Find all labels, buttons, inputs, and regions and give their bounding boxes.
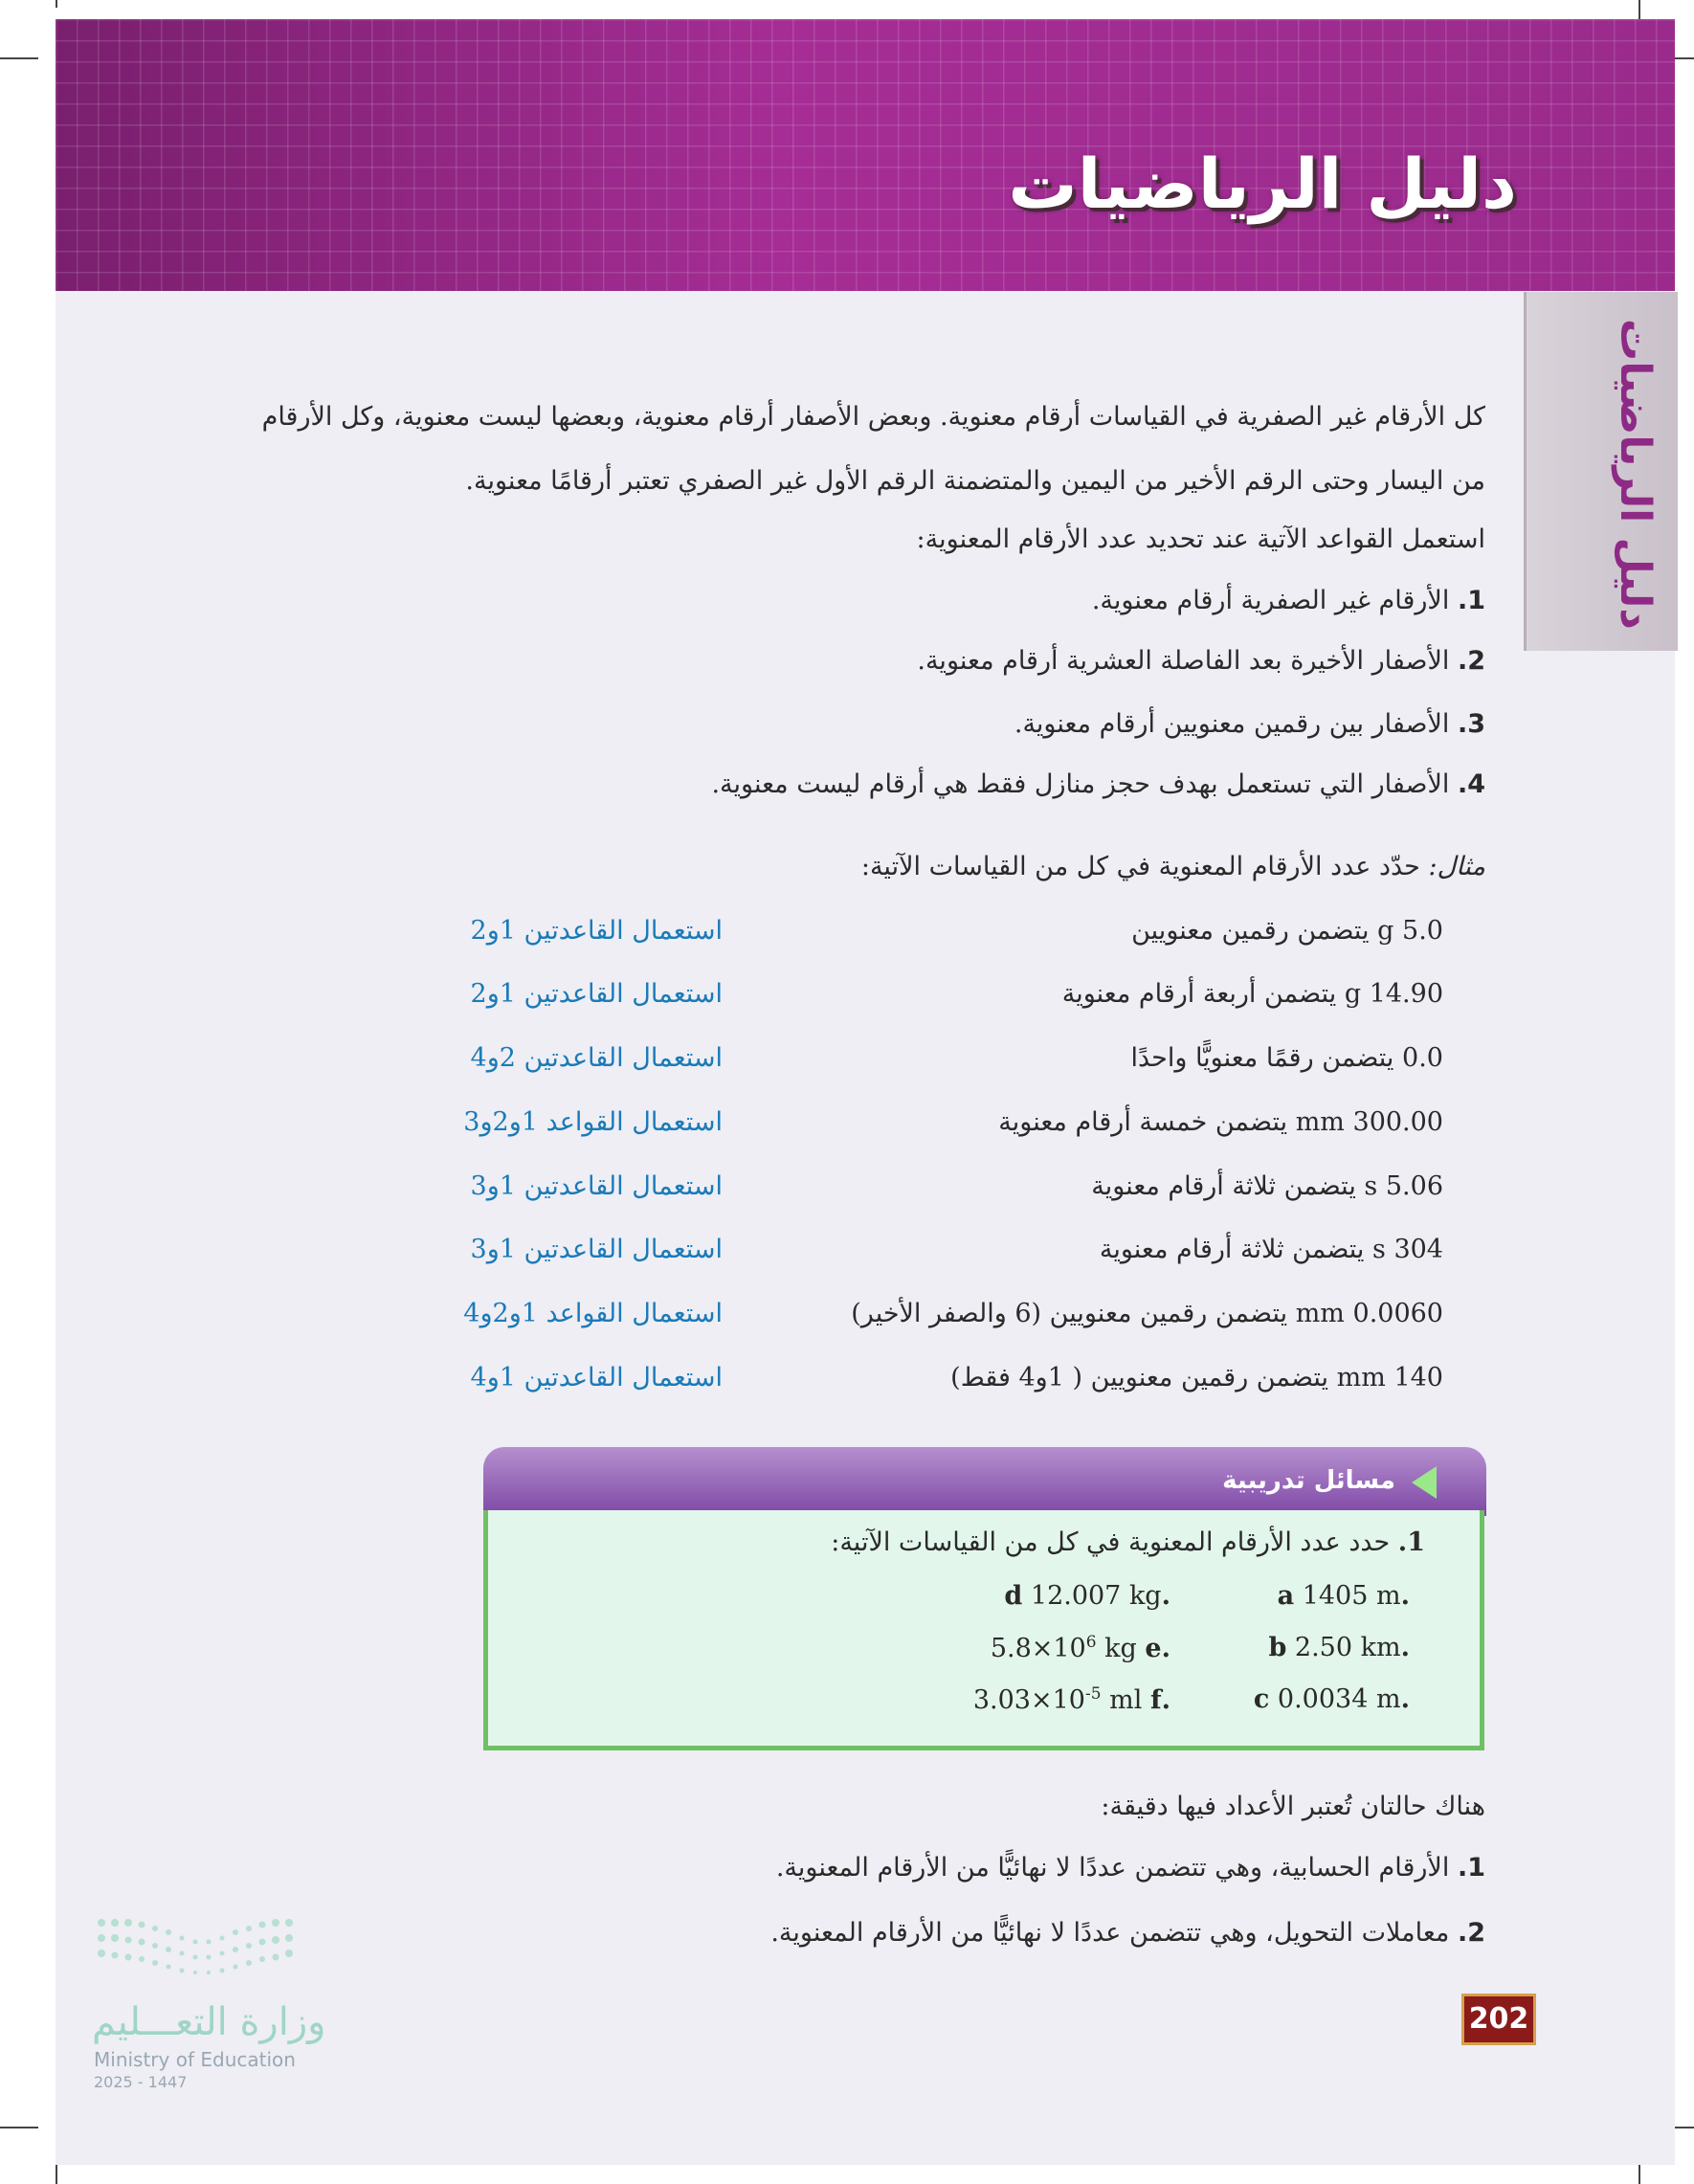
item-value: 2.50 km <box>1294 1633 1401 1662</box>
exact-item <box>241 1851 1485 1885</box>
intro-line-2: من اليسار وحتى الرقم الأخير من اليمين والمتضمنة الرقم الأول غير الصفري تعتبر أرقامًا معنوية. <box>465 466 1485 496</box>
example-measure: 14.90 g يتضمن أربعة أرقام معنوية <box>1061 979 1443 1009</box>
item-label: .f <box>1149 1685 1170 1715</box>
example-measure: 0.0060 mm يتضمن رقمين معنويين (6 والصفر الأخير) <box>851 1299 1443 1328</box>
ministry-logo-icon <box>96 1917 306 1994</box>
rule-item <box>241 768 1485 802</box>
example-measure: 300.00 mm يتضمن خمسة أرقام معنوية <box>998 1107 1443 1137</box>
item-value-exponent: 6 <box>1085 1633 1097 1652</box>
rule-item <box>241 644 1485 679</box>
crop-mark <box>0 57 38 59</box>
item-label: .a <box>1277 1581 1410 1611</box>
example-rule: استعمال القواعد 1و2و3 <box>463 1107 723 1137</box>
item-value: 0.0034 m <box>1277 1684 1401 1714</box>
item-value: 12.007 kg <box>1030 1581 1162 1611</box>
exact-number: 1. <box>1457 1853 1485 1883</box>
crop-mark <box>0 2127 38 2128</box>
exact-intro: هناك حالتان تُعتبر الأعداد فيها دقيقة: <box>1101 1792 1485 1821</box>
triangle-arrow-icon <box>1412 1466 1437 1499</box>
practice-item-c <box>1161 1684 1410 1714</box>
example-measure: 140 mm يتضمن رقمين معنويين ( 1و4 فقط) <box>950 1363 1443 1393</box>
practice-item-b <box>1161 1633 1410 1662</box>
practice-item-e <box>855 1633 1170 1663</box>
item-value-exponent: -5 <box>1084 1684 1102 1704</box>
example-measure: 5.0 g يتضمن رقمين معنويين <box>1131 916 1443 946</box>
example-measure: 5.06 s يتضمن ثلاثة أرقام معنوية <box>1091 1171 1443 1201</box>
rule-text: الأصفار التي تستعمل بهدف حجز منازل فقط هي أرقام ليست معنوية. <box>711 769 1450 799</box>
practice-title: مسائل تدريبية <box>1222 1466 1395 1495</box>
crop-mark <box>56 0 57 8</box>
rule-text: الأرقام غير الصفرية أرقام معنوية. <box>1091 586 1450 615</box>
question-text: حدد عدد الأرقام المعنوية في كل من القياسات الآتية: <box>831 1527 1391 1557</box>
exact-number: 2. <box>1457 1918 1485 1948</box>
question-number: 1. <box>1397 1527 1425 1557</box>
exact-text: معاملات التحويل، وهي تتضمن عددًا لا نهائيًّا من الأرقام المعنوية. <box>770 1918 1450 1948</box>
intro-line-1: كل الأرقام غير الصفرية في القياسات أرقام معنوية. وبعض الأصفار أرقام معنوية، وبعضها ليست معنوية، وكل الأرقام <box>261 402 1485 432</box>
example-rule: استعمال القاعدتين 1و2 <box>470 916 723 946</box>
rule-number: 4. <box>1457 769 1485 799</box>
example-rule: استعمال القاعدتين 1و3 <box>470 1235 723 1264</box>
ministry-name-english: Ministry of Education <box>94 2048 296 2071</box>
example-prompt-text: حدّد عدد الأرقام المعنوية في كل من القياسات الآتية: <box>860 852 1420 881</box>
item-value-base: 3.03×10 <box>972 1685 1085 1715</box>
item-value-unit: ml <box>1109 1685 1143 1715</box>
example-rule: استعمال القاعدتين 1و4 <box>470 1363 723 1393</box>
rule-number: 1. <box>1457 586 1485 615</box>
side-tab-label: دليل الرياضيات <box>1611 318 1660 630</box>
item-value-base: 5.8×10 <box>990 1634 1086 1663</box>
rule-number: 3. <box>1457 709 1485 739</box>
ministry-name-arabic: وزارة التعـــليم <box>92 2000 326 2044</box>
intro-line-3: استعمل القواعد الآتية عند تحديد عدد الأرقام المعنوية: <box>916 524 1485 554</box>
item-value <box>991 1634 1137 1663</box>
item-value-unit: kg <box>1104 1634 1137 1663</box>
practice-box <box>483 1447 1486 1751</box>
exact-item <box>241 1916 1485 1950</box>
rule-item <box>241 707 1485 742</box>
item-label: .b <box>1268 1633 1410 1662</box>
example-prompt <box>193 850 1485 884</box>
item-label: .e <box>1145 1634 1170 1663</box>
example-measure: 304 s يتضمن ثلاثة أرقام معنوية <box>1099 1235 1443 1264</box>
example-label: مثال: <box>1428 852 1485 881</box>
exact-text: الأرقام الحسابية، وهي تتضمن عددًا لا نهائيًّا من الأرقام المعنوية. <box>775 1853 1450 1883</box>
practice-item-a <box>1161 1581 1410 1611</box>
page-number: 202 <box>1461 1994 1536 2045</box>
page-background <box>56 19 1675 2165</box>
example-rule: استعمال القواعد 1و2و4 <box>463 1299 723 1328</box>
example-measure: 0.0 يتضمن رقمًا معنويًّا واحدًا <box>1130 1043 1443 1073</box>
ministry-year: 2025 - 1447 <box>94 2073 188 2091</box>
rule-number: 2. <box>1457 646 1485 676</box>
rule-text: الأصفار الأخيرة بعد الفاصلة العشرية أرقام معنوية. <box>917 646 1450 676</box>
page-title: دليل الرياضيات <box>1008 144 1517 224</box>
item-label: .c <box>1253 1684 1410 1714</box>
example-rule: استعمال القاعدتين 2و4 <box>470 1043 723 1073</box>
practice-question <box>564 1527 1425 1557</box>
item-label: .d <box>1004 1581 1170 1611</box>
example-rule: استعمال القاعدتين 1و2 <box>470 979 723 1009</box>
rule-text: الأصفار بين رقمين معنويين أرقام معنوية. <box>1014 709 1450 739</box>
item-value: 1405 m <box>1302 1581 1401 1611</box>
practice-item-f <box>855 1684 1170 1715</box>
item-value <box>973 1685 1143 1715</box>
example-rule: استعمال القاعدتين 1و3 <box>470 1171 723 1201</box>
rule-item <box>241 584 1485 618</box>
practice-item-d <box>855 1581 1170 1611</box>
